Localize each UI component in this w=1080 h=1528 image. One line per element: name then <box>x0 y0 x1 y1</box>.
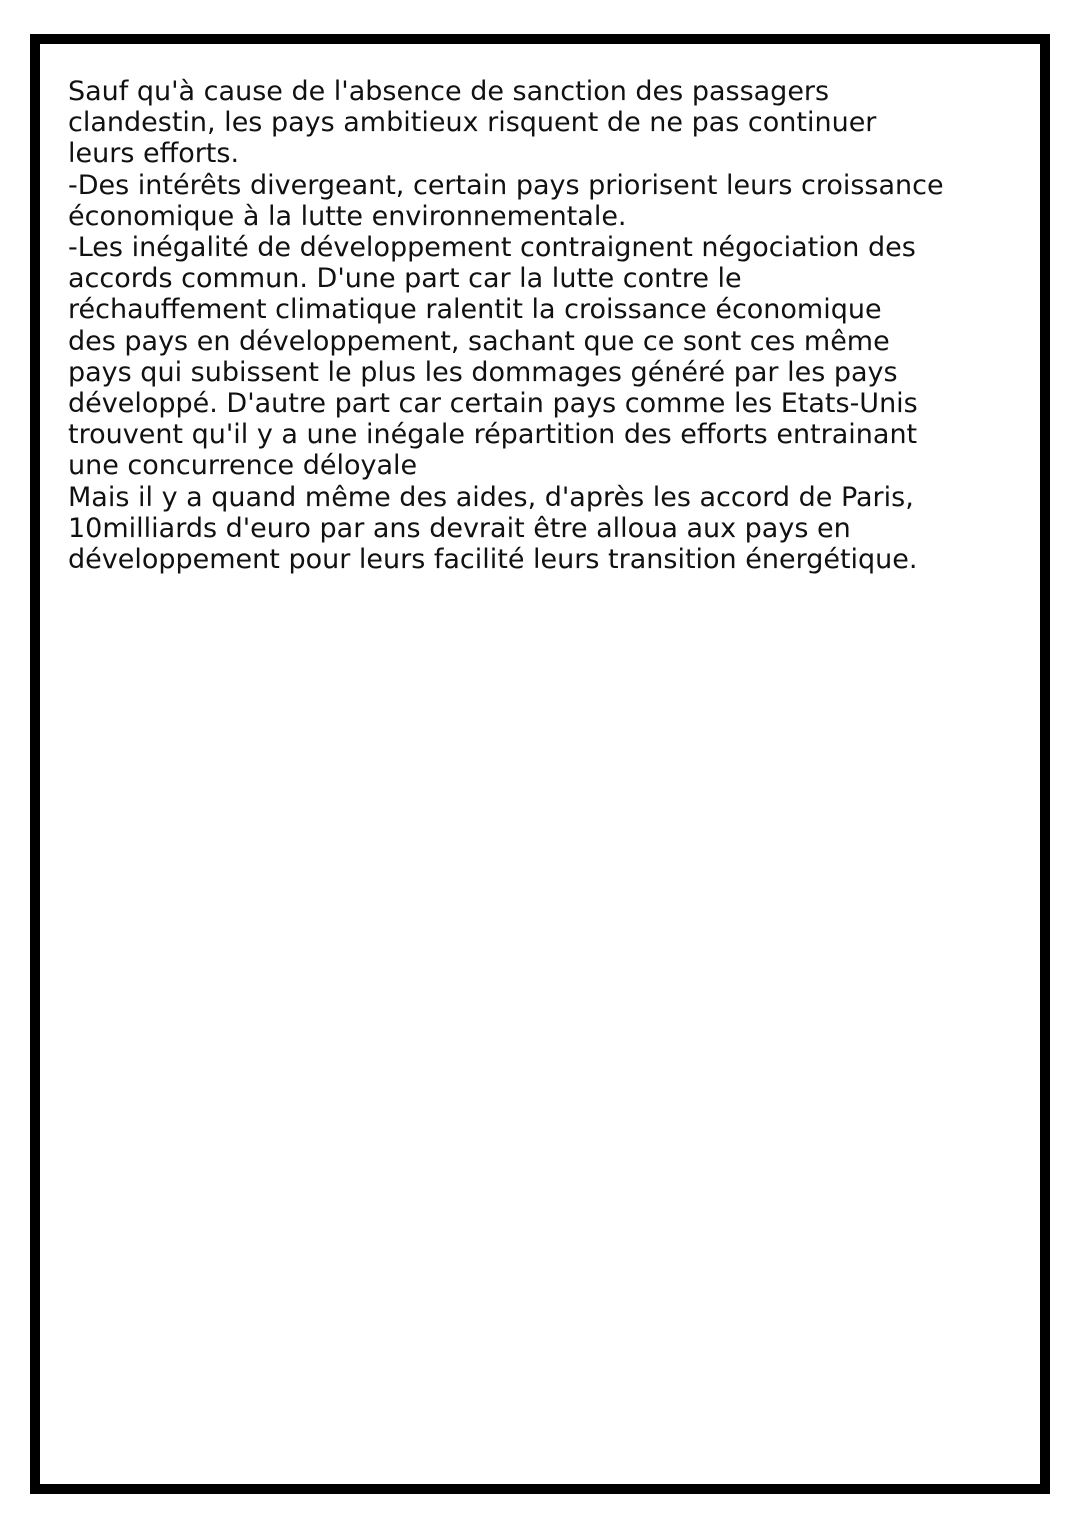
text-line: accords commun. D'une part car la lutte contre le <box>68 263 742 295</box>
text-line: clandestin, les pays ambitieux risquent de ne pas continuer <box>68 107 877 139</box>
text-line: développement pour leurs facilité leurs transition énergétique. <box>68 544 918 576</box>
text-line: trouvent qu'il y a une inégale répartition des efforts entrainant <box>68 419 918 451</box>
text-line: Mais il y a quand même des aides, d'après les accord de Paris, <box>68 481 914 513</box>
text-line: leurs efforts. <box>68 138 240 170</box>
text-line: pays qui subissent le plus les dommages généré par les pays <box>68 356 898 388</box>
text-line: économique à la lutte environnementale. <box>68 200 627 232</box>
text-line: des pays en développement, sachant que ce sont ces même <box>68 325 890 357</box>
text-line: 10milliards d'euro par ans devrait être alloua aux pays en <box>68 512 851 544</box>
text-line: une concurrence déloyale <box>68 450 418 482</box>
text-line: développé. D'autre part car certain pays comme les Etats-Unis <box>68 388 918 420</box>
text-line: -Des intérêts divergeant, certain pays priorisent leurs croissance <box>68 169 944 201</box>
text-line: -Les inégalité de développement contraignent négociation des <box>68 232 916 264</box>
text-line: Sauf qu'à cause de l'absence de sanction des passagers <box>68 76 830 107</box>
document-body <box>68 76 1043 575</box>
text-line: réchauffement climatique ralentit la croissance économique <box>68 294 882 326</box>
